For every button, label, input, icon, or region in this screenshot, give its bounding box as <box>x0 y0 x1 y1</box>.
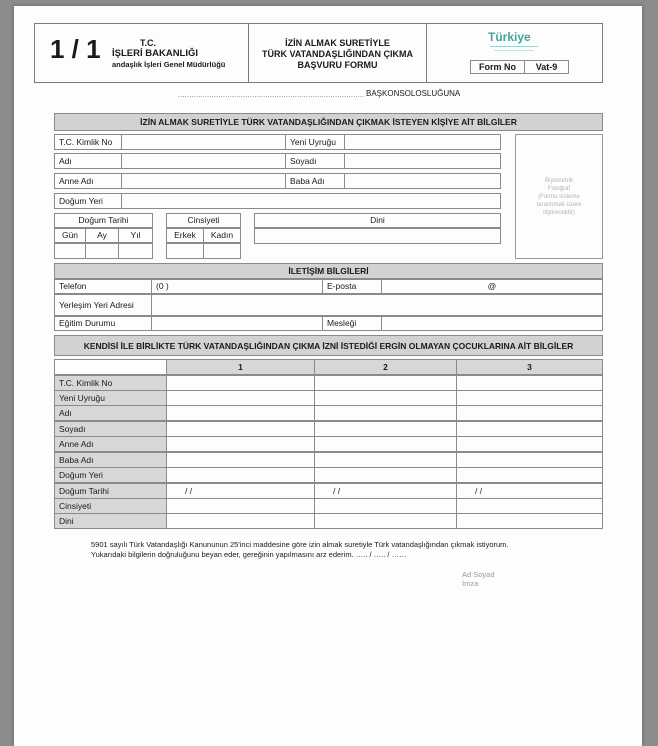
table-cell[interactable] <box>166 452 315 468</box>
table-cell-date[interactable]: / / <box>456 483 603 499</box>
table-cell[interactable] <box>166 405 315 421</box>
logo-underline <box>490 46 538 47</box>
table-cell[interactable] <box>166 375 315 391</box>
soyadi-label: Soyadı <box>285 153 345 169</box>
gun-label: Gün <box>54 228 86 243</box>
table-cell[interactable] <box>456 436 603 452</box>
header-divider-2 <box>426 23 427 83</box>
table-cell[interactable] <box>456 375 603 391</box>
table-cell[interactable] <box>166 390 315 406</box>
table-cell[interactable] <box>314 513 457 529</box>
child-col-2: 2 <box>314 359 457 375</box>
row-label: Dini <box>54 513 167 529</box>
row-label: Cinsiyeti <box>54 498 167 514</box>
ay-input[interactable] <box>85 243 119 259</box>
photo-caption <box>515 177 603 217</box>
table-cell[interactable] <box>314 375 457 391</box>
logo-underline-2 <box>494 50 534 51</box>
child-col-3: 3 <box>456 359 603 375</box>
dini-input[interactable] <box>254 228 501 244</box>
eposta-label: E-posta <box>322 279 382 294</box>
soyadi-input[interactable] <box>344 153 501 169</box>
table-cell[interactable] <box>456 452 603 468</box>
section3-title: KENDİSİ İLE BİRLİKTE TÜRK VATANDAŞLIĞINDAN ÇIKMA İZNİ İSTEDİĞİ ERGİN OLMAYAN ÇOCUKLARINA AİT BİLGİLER <box>54 335 603 356</box>
table-cell[interactable] <box>166 436 315 452</box>
declaration-line1: 5901 sayılı Türk Vatandaşlığı Kanununun 25'inci maddesine göre izin almak suretiyle Türk vatandaşlığından çıkmak istiyorum. <box>91 540 509 549</box>
table-cell[interactable] <box>314 498 457 514</box>
row-label: Doğum Tarihi <box>54 483 167 499</box>
section2-title: İLETİŞİM BİLGİLERİ <box>54 263 603 279</box>
table-cell[interactable] <box>314 467 457 483</box>
table-cell[interactable] <box>456 467 603 483</box>
adi-label: Adı <box>54 153 122 169</box>
photo-line2: Fotoğraf <box>547 186 571 192</box>
row-label: Yeni Uyruğu <box>54 390 167 406</box>
telefon-input[interactable]: (0 ) <box>151 279 323 294</box>
egitim-input[interactable] <box>151 316 323 331</box>
row-label: Doğum Yeri <box>54 467 167 483</box>
table-cell[interactable] <box>456 405 603 421</box>
erkek-checkbox[interactable] <box>166 243 204 259</box>
dogum-tarihi-header: Doğum Tarihi <box>54 213 153 228</box>
telefon-label: Telefon <box>54 279 152 294</box>
kadin-label: Kadın <box>203 228 241 243</box>
page-counter: 1 / 1 <box>50 34 101 64</box>
cinsiyeti-header: Cinsiyeti <box>166 213 241 228</box>
photo-line3: (Formu sisteme <box>538 194 580 200</box>
form-no-value: Vat-9 <box>524 60 569 74</box>
table-cell[interactable] <box>166 467 315 483</box>
table-cell[interactable] <box>166 498 315 514</box>
dogum-yeri-input[interactable] <box>121 193 501 209</box>
table-cell[interactable] <box>314 390 457 406</box>
table-cell[interactable] <box>314 452 457 468</box>
table-cell[interactable] <box>456 421 603 437</box>
anne-adi-label: Anne Adı <box>54 173 122 189</box>
anne-adi-input[interactable] <box>121 173 286 189</box>
egitim-label: Eğitim Durumu <box>54 316 152 331</box>
form-page <box>14 6 642 746</box>
gun-input[interactable] <box>54 243 86 259</box>
section1-title: İZİN ALMAK SURETİYLE TÜRK VATANDAŞLIĞINDAN ÇIKMAK İSTEYEN KİŞİYE AİT BİLGİLER <box>54 113 603 131</box>
table-cell[interactable] <box>166 513 315 529</box>
children-corner <box>54 359 167 375</box>
ay-label: Ay <box>85 228 119 243</box>
tc-kimlik-label: T.C. Kimlik No <box>54 134 122 150</box>
photo-line4: tarannmak üzere <box>536 202 582 208</box>
table-cell[interactable] <box>166 421 315 437</box>
table-cell-date[interactable]: / / <box>314 483 457 499</box>
dini-header: Dini <box>254 213 501 228</box>
consulate-label: BAŞKONSOLOSLUĞUNA <box>366 89 461 98</box>
table-cell[interactable] <box>456 390 603 406</box>
kadin-checkbox[interactable] <box>203 243 241 259</box>
ministry-line2: İŞLERİ BAKANLIĞI <box>112 48 199 59</box>
yil-label: Yıl <box>118 228 153 243</box>
adi-input[interactable] <box>121 153 286 169</box>
turkiye-logo: Türkiye <box>488 30 531 44</box>
child-col-1: 1 <box>166 359 315 375</box>
row-label: Adı <box>54 405 167 421</box>
dogum-yeri-label: Doğum Yeri <box>54 193 122 209</box>
eposta-input[interactable]: @ <box>381 279 603 294</box>
yeni-uyrugu-label: Yeni Uyruğu <box>285 134 345 150</box>
table-cell-date[interactable]: / / <box>166 483 315 499</box>
yeni-uyrugu-input[interactable] <box>344 134 501 150</box>
declaration-line2: Yukarıdaki bilgilerin doğruluğunu beyan eder, gereğinin yapılmasını arz ederim. ….. / ….. / …… <box>91 550 407 559</box>
yerlesim-label: Yerleşim Yeri Adresi <box>54 294 152 316</box>
meslegi-label: Mesleği <box>322 316 382 331</box>
ministry-line1: T.C. <box>140 38 157 48</box>
title-line3: BAŞVURU FORMU <box>297 60 378 70</box>
photo-line1: Biyometrik <box>544 178 573 184</box>
table-cell[interactable] <box>314 421 457 437</box>
baba-adi-input[interactable] <box>344 173 501 189</box>
row-label: Soyadı <box>54 421 167 437</box>
yerlesim-input[interactable] <box>151 294 603 316</box>
tc-kimlik-input[interactable] <box>121 134 286 150</box>
table-cell[interactable] <box>314 405 457 421</box>
yil-input[interactable] <box>118 243 153 259</box>
erkek-label: Erkek <box>166 228 204 243</box>
photo-line5: iliştirecektir) <box>543 210 575 216</box>
table-cell[interactable] <box>456 513 603 529</box>
consulate-dots: ................................................................................... <box>178 92 365 99</box>
signature-name: Ad Soyad <box>462 570 495 579</box>
title-line2: TÜRK VATANDAŞLIĞINDAN ÇIKMA <box>262 49 413 59</box>
meslegi-input[interactable] <box>381 316 603 331</box>
row-label: Baba Adı <box>54 452 167 468</box>
form-no-label: Form No <box>470 60 525 74</box>
title-line1: İZİN ALMAK SURETİYLE <box>285 38 390 48</box>
signature-label: İmza <box>462 579 479 588</box>
ministry-line3: andaşlık İşleri Genel Müdürlüğü <box>112 60 226 69</box>
baba-adi-label: Baba Adı <box>285 173 345 189</box>
row-label: Anne Adı <box>54 436 167 452</box>
row-label: T.C. Kimlik No <box>54 375 167 391</box>
table-cell[interactable] <box>456 498 603 514</box>
table-cell[interactable] <box>314 436 457 452</box>
